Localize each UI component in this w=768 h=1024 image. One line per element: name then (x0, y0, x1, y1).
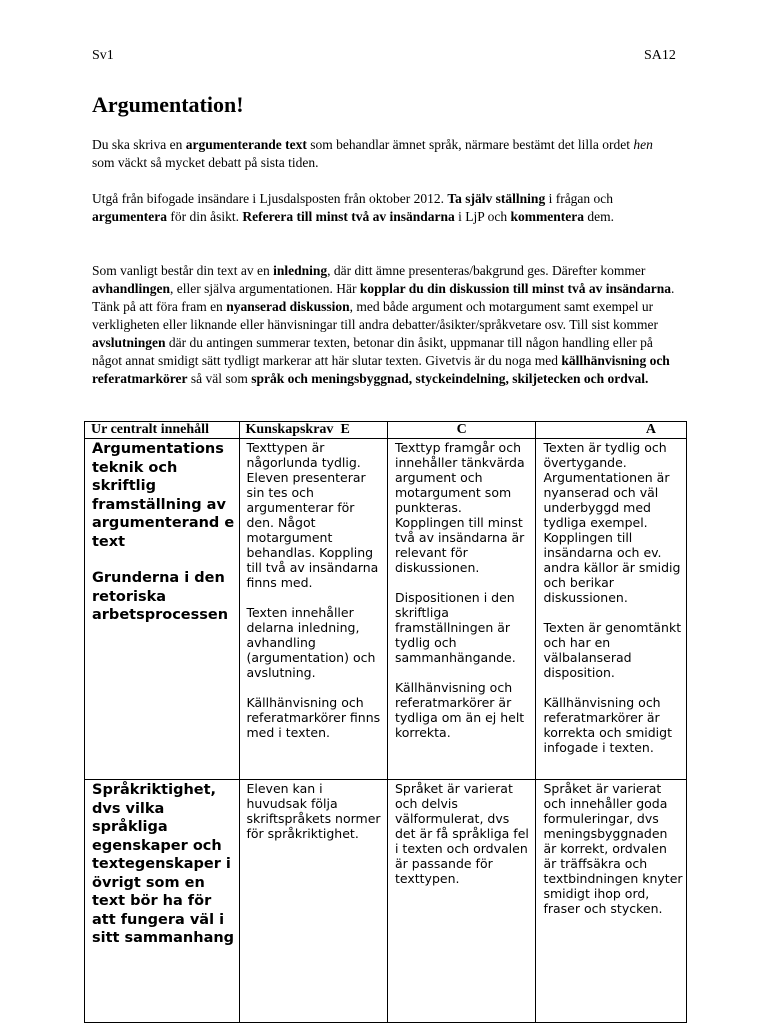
header-grade-e-cell: Kunskapskrav E (239, 422, 387, 439)
table-row (85, 439, 687, 780)
grade-a-cell: Texten är tydlig och övertygande. Argumentationen är nyanserad och väl underbyggd med tydliga exempel. Kopplingen till insändarna och ev. andra källor är smidig och berikar diskussionen. Texten är genomtänkt och har en välbalanserad disposition. Källhänvisning och referatmarkörer är korrekta och smidigt infogade i texten. (536, 439, 687, 780)
header-grade-a-cell: A (536, 422, 687, 439)
table-header-row (85, 422, 687, 439)
intro-paragraph: Du ska skriva en argumenterande text som behandlar ämnet språk, närmare bestämt det lilla ordet hen som väckt så mycket debatt på sista tiden. (92, 137, 653, 170)
header-grade-c-cell: C (387, 422, 535, 439)
table-row (85, 780, 687, 1023)
grade-c-cell: Språket är varierat och delvis välformulerat, dvs det är få språkliga fel i texten och ordvalen är passande för texttypen. (387, 780, 535, 1023)
page-title: Argumentation! (92, 92, 244, 117)
header-assignment-code: SA12 (644, 48, 676, 63)
grade-c-cell: Texttyp framgår och innehåller tänkvärda argument och motargument som punkteras. Kopplingen till minst två av insändarna är relevant för diskussionen. Dispositionen i den skriftliga framställningen är tydlig och sammanhängande. Källhänvisning och referatmarkörer är tydliga om än ej helt korrekta. (387, 439, 535, 780)
assessment-table (84, 421, 687, 1023)
grade-e-cell: Eleven kan i huvudsak följa skriftspråkets normer för språkriktighet. (239, 780, 387, 1023)
structure-paragraph: Som vanligt består din text av en inledning, där ditt ämne presenteras/bakgrund ges. Därefter kommer avhandlingen, eller själva argumentationen. Här kopplar du din diskussion till minst två av insändarna. Tänk på att föra fram en nyanserad diskussion, med både argument och motargument samt exempel ur verkligheten eller liknande eller hänvisningar till andra debatter/åsikter/språkvetare osv. Till sist kommer avslutningen där du antingen summerar texten, betonar din åsikt, uppmanar till någon handling eller på något annat smidigt sätt tydligt markerar att här slutar texten. Givetvis är du noga med källhänvisning och referatmarkörer så väl som språk och meningsbyggnad, styckeindelning, skiljetecken och ordval. (92, 263, 675, 386)
criterion-cell: Språkriktighet, dvs vilka språkliga egenskaper och textegenskaper i övrigt som en text bör ha för att fungera väl i sitt sammanhang (85, 780, 240, 1023)
header-course-code: Sv1 (92, 48, 114, 63)
header-content-cell: Ur centralt innehåll (85, 422, 240, 439)
grade-a-cell: Språket är varierat och innehåller goda formuleringar, dvs meningsbyggnaden är korrekt, ordvalen är träffsäkra och textbindningen knyter smidigt ihop ord, fraser och stycken. (536, 780, 687, 1023)
criterion-cell: Argumentations teknik och skriftlig framställning av argumenterand e text Grunderna i den retoriska arbetsprocessen (85, 439, 240, 780)
source-paragraph: Utgå från bifogade insändare i Ljusdalsposten från oktober 2012. Ta själv ställning i frågan och argumentera för din åsikt. Referera till minst två av insändarna i LjP och kommentera dem. (92, 191, 614, 224)
grade-e-cell: Texttypen är någorlunda tydlig. Eleven presenterar sin tes och argumenterar för den. Något motargument behandlas. Koppling till två av insändarna finns med. Texten innehåller delarna inledning, avhandling (argumentation) och avslutning. Källhänvisning och referatmarkörer finns med i texten. (239, 439, 387, 780)
